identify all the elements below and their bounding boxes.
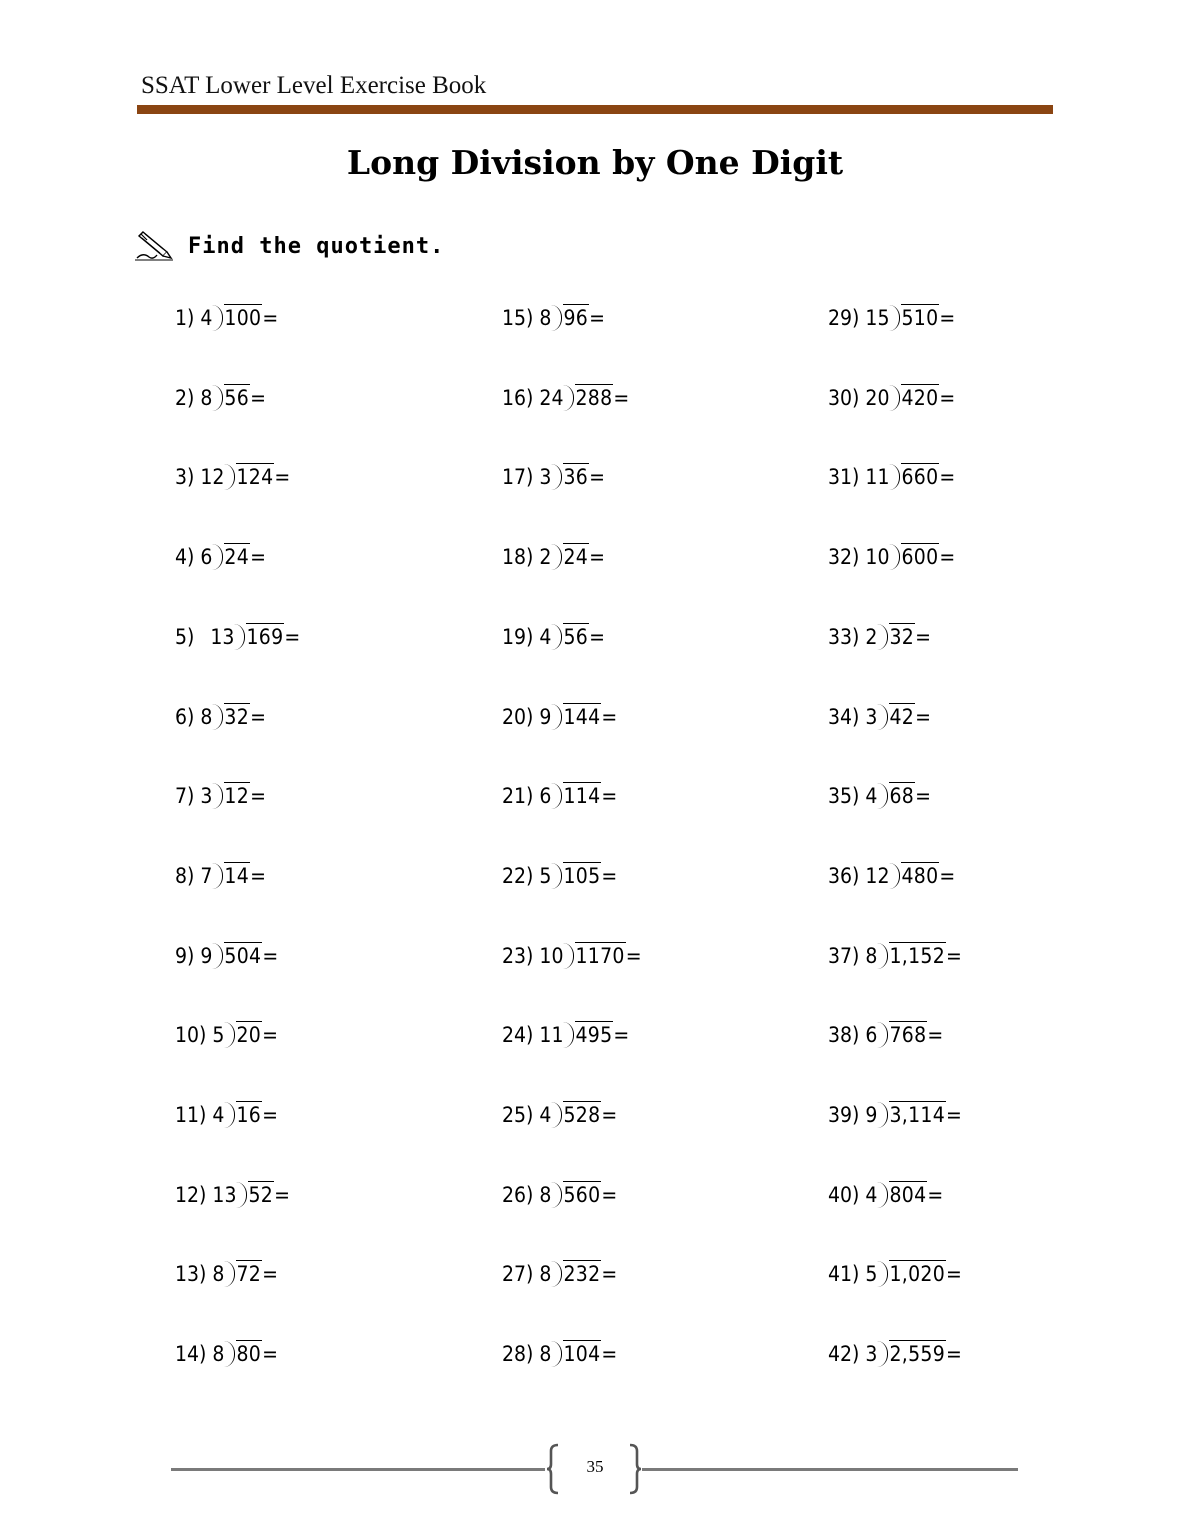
problem-number: 13) bbox=[175, 1262, 207, 1287]
problem-number: 21) bbox=[502, 784, 534, 809]
equals-sign: = bbox=[262, 1103, 278, 1127]
dividend: 1,152 bbox=[889, 943, 946, 968]
division-problem bbox=[828, 300, 955, 330]
equals-sign: = bbox=[250, 385, 266, 410]
equals-sign: = bbox=[284, 624, 301, 649]
divisor: 7 bbox=[200, 863, 213, 888]
equals-sign: = bbox=[939, 545, 956, 570]
division-bracket bbox=[212, 783, 223, 809]
equals-sign: = bbox=[946, 1342, 962, 1367]
divisor: 8 bbox=[865, 943, 878, 968]
division-bracket bbox=[877, 1102, 888, 1128]
equals-sign: = bbox=[589, 545, 605, 570]
division-problem bbox=[828, 699, 931, 729]
division-bracket bbox=[877, 1341, 888, 1367]
division-problem bbox=[175, 619, 300, 649]
division-problem bbox=[502, 1256, 617, 1286]
problem-number: 14) bbox=[175, 1342, 207, 1367]
division-bracket bbox=[877, 1182, 888, 1208]
divisor: 3 bbox=[865, 704, 878, 729]
equals-sign: = bbox=[613, 385, 630, 410]
divisor: 8 bbox=[539, 1262, 552, 1287]
dividend: 12 bbox=[224, 784, 250, 809]
problem-number: 18) bbox=[502, 545, 534, 570]
division-bracket bbox=[234, 624, 245, 650]
equals-sign: = bbox=[939, 306, 956, 330]
equals-sign: = bbox=[939, 863, 956, 888]
division-bracket bbox=[224, 1102, 235, 1128]
equals-sign: = bbox=[262, 306, 279, 330]
dividend: 528 bbox=[563, 1103, 601, 1127]
divisor: 24 bbox=[539, 385, 564, 410]
problem-number: 15) bbox=[502, 306, 534, 330]
dividend: 495 bbox=[575, 1023, 613, 1048]
equals-sign: = bbox=[250, 863, 266, 888]
division-problem bbox=[828, 619, 931, 649]
dividend: 16 bbox=[236, 1103, 262, 1127]
footer-rule-right bbox=[642, 1468, 1018, 1471]
division-bracket bbox=[551, 704, 562, 730]
divisor: 5 bbox=[865, 1262, 878, 1287]
dividend: 1,020 bbox=[889, 1262, 946, 1287]
equals-sign: = bbox=[601, 1342, 618, 1367]
problem-number: 24) bbox=[502, 1023, 534, 1048]
division-problem bbox=[175, 300, 278, 330]
divisor: 2 bbox=[865, 624, 878, 649]
division-bracket bbox=[877, 783, 888, 809]
problem-number: 11) bbox=[175, 1103, 207, 1127]
division-bracket bbox=[889, 385, 900, 411]
division-problem bbox=[828, 539, 955, 569]
dividend: 232 bbox=[563, 1262, 601, 1287]
divisor: 6 bbox=[539, 784, 552, 809]
division-bracket bbox=[877, 943, 888, 969]
problem-number: 4) bbox=[175, 545, 195, 570]
divisor: 3 bbox=[865, 1342, 878, 1367]
dividend: 804 bbox=[889, 1182, 927, 1207]
problem-number: 36) bbox=[828, 863, 860, 888]
divisor: 8 bbox=[539, 306, 552, 330]
page-number: 35 bbox=[586, 1457, 604, 1476]
equals-sign: = bbox=[601, 704, 618, 729]
division-problem bbox=[828, 1017, 943, 1047]
division-problem bbox=[502, 1017, 629, 1047]
problem-number: 5) bbox=[175, 624, 195, 649]
equals-sign: = bbox=[927, 1023, 944, 1048]
equals-sign: = bbox=[601, 1262, 618, 1287]
division-bracket bbox=[224, 1341, 235, 1367]
dividend: 105 bbox=[563, 863, 601, 888]
divisor: 9 bbox=[200, 943, 213, 968]
division-problem bbox=[175, 1256, 278, 1286]
equals-sign: = bbox=[601, 784, 618, 809]
division-problem bbox=[175, 938, 278, 968]
divisor: 6 bbox=[865, 1023, 878, 1048]
equals-sign: = bbox=[601, 863, 618, 888]
division-problem bbox=[175, 1177, 290, 1207]
division-problem bbox=[828, 858, 955, 888]
division-problem bbox=[502, 380, 629, 410]
division-bracket bbox=[212, 704, 223, 730]
divisor: 8 bbox=[212, 1342, 225, 1367]
problem-number: 33) bbox=[828, 624, 860, 649]
division-bracket bbox=[224, 1022, 235, 1048]
equals-sign: = bbox=[250, 784, 266, 809]
equals-sign: = bbox=[946, 1262, 962, 1287]
dividend: 768 bbox=[889, 1023, 927, 1048]
division-bracket bbox=[563, 943, 574, 969]
division-bracket bbox=[236, 1182, 247, 1208]
dividend: 504 bbox=[224, 943, 262, 968]
problem-number: 34) bbox=[828, 704, 860, 729]
dividend: 144 bbox=[563, 704, 601, 729]
divisor: 5 bbox=[539, 863, 552, 888]
division-bracket bbox=[889, 464, 900, 490]
dividend: 169 bbox=[246, 624, 284, 649]
dividend: 1170 bbox=[575, 943, 625, 968]
problem-number: 42) bbox=[828, 1342, 860, 1367]
divisor: 4 bbox=[865, 1182, 878, 1207]
divisor: 8 bbox=[539, 1342, 552, 1367]
equals-sign: = bbox=[589, 465, 605, 490]
equals-sign: = bbox=[915, 704, 931, 729]
division-problem bbox=[502, 858, 617, 888]
division-bracket bbox=[551, 783, 562, 809]
division-problem bbox=[175, 699, 266, 729]
dividend: 80 bbox=[236, 1342, 262, 1367]
division-problem bbox=[175, 459, 290, 489]
problem-number: 20) bbox=[502, 704, 534, 729]
dividend: 36 bbox=[563, 465, 589, 490]
dividend: 68 bbox=[889, 784, 915, 809]
problem-number: 6) bbox=[175, 704, 195, 729]
dividend: 114 bbox=[563, 784, 601, 809]
division-bracket bbox=[212, 544, 223, 570]
problem-number: 12) bbox=[175, 1182, 207, 1207]
divisor: 4 bbox=[539, 624, 552, 649]
divisor: 11 bbox=[539, 1023, 564, 1048]
divisor: 12 bbox=[865, 863, 890, 888]
dividend: 32 bbox=[224, 704, 250, 729]
equals-sign: = bbox=[601, 1182, 618, 1207]
equals-sign: = bbox=[589, 624, 605, 649]
problem-number: 40) bbox=[828, 1182, 860, 1207]
division-bracket bbox=[889, 544, 900, 570]
problem-number: 41) bbox=[828, 1262, 860, 1287]
dividend: 24 bbox=[563, 545, 589, 570]
dividend: 100 bbox=[224, 306, 262, 330]
division-bracket bbox=[551, 624, 562, 650]
dividend: 420 bbox=[901, 385, 939, 410]
division-bracket bbox=[877, 624, 888, 650]
problem-number: 27) bbox=[502, 1262, 534, 1287]
divisor: 15 bbox=[865, 306, 890, 330]
divisor: 4 bbox=[865, 784, 878, 809]
dividend: 124 bbox=[236, 465, 274, 490]
problem-number: 26) bbox=[502, 1182, 534, 1207]
equals-sign: = bbox=[262, 1023, 278, 1048]
problem-number: 29) bbox=[828, 306, 860, 330]
dividend: 288 bbox=[575, 385, 613, 410]
dividend: 24 bbox=[224, 545, 250, 570]
page-title: Long Division by One Digit bbox=[346, 143, 844, 182]
problem-number: 9) bbox=[175, 943, 195, 968]
division-problem bbox=[828, 459, 955, 489]
division-problem bbox=[175, 858, 266, 888]
problem-number: 19) bbox=[502, 624, 534, 649]
divisor: 2 bbox=[539, 545, 552, 570]
dividend: 600 bbox=[901, 545, 939, 570]
dividend: 56 bbox=[563, 624, 589, 649]
divisor: 10 bbox=[865, 545, 890, 570]
divisor: 11 bbox=[865, 465, 890, 490]
dividend: 510 bbox=[901, 306, 939, 330]
divisor: 8 bbox=[200, 704, 213, 729]
division-problem bbox=[175, 778, 266, 808]
divisor: 6 bbox=[200, 545, 213, 570]
division-bracket bbox=[551, 1341, 562, 1367]
dividend: 72 bbox=[236, 1262, 262, 1287]
divisor: 3 bbox=[200, 784, 213, 809]
instruction-text: Find the quotient. bbox=[188, 233, 445, 259]
divisor: 4 bbox=[212, 1103, 225, 1127]
dividend: 2,559 bbox=[889, 1342, 946, 1367]
division-bracket bbox=[212, 863, 223, 889]
equals-sign: = bbox=[939, 385, 956, 410]
problem-number: 17) bbox=[502, 465, 534, 490]
problem-number: 38) bbox=[828, 1023, 860, 1048]
problem-number: 37) bbox=[828, 943, 860, 968]
division-bracket bbox=[224, 464, 235, 490]
divisor: 13 bbox=[212, 1182, 237, 1207]
left-bracket-icon bbox=[546, 1443, 560, 1495]
division-problem bbox=[175, 539, 266, 569]
division-problem bbox=[175, 1097, 278, 1127]
dividend: 560 bbox=[563, 1182, 601, 1207]
dividend: 3,114 bbox=[889, 1103, 946, 1127]
problem-number: 16) bbox=[502, 385, 534, 410]
equals-sign: = bbox=[613, 1023, 630, 1048]
dividend: 52 bbox=[248, 1182, 274, 1207]
equals-sign: = bbox=[262, 1262, 278, 1287]
problem-number: 8) bbox=[175, 863, 195, 888]
problem-number: 39) bbox=[828, 1103, 860, 1127]
equals-sign: = bbox=[250, 704, 266, 729]
division-bracket bbox=[551, 1102, 562, 1128]
dividend: 480 bbox=[901, 863, 939, 888]
division-bracket bbox=[877, 704, 888, 730]
divisor: 5 bbox=[212, 1023, 225, 1048]
equals-sign: = bbox=[946, 1103, 962, 1127]
problem-number: 30) bbox=[828, 385, 860, 410]
divisor: 9 bbox=[539, 704, 552, 729]
dividend: 56 bbox=[224, 385, 250, 410]
division-bracket bbox=[551, 1261, 562, 1287]
division-problem bbox=[828, 1177, 943, 1207]
problem-number: 7) bbox=[175, 784, 195, 809]
equals-sign: = bbox=[262, 943, 279, 968]
division-problem bbox=[175, 1336, 278, 1366]
divisor: 8 bbox=[539, 1182, 552, 1207]
equals-sign: = bbox=[625, 943, 642, 968]
problem-number: 25) bbox=[502, 1103, 534, 1127]
division-problem bbox=[828, 1336, 962, 1366]
divisor: 10 bbox=[539, 943, 564, 968]
dividend: 42 bbox=[889, 704, 915, 729]
division-bracket bbox=[551, 464, 562, 490]
dividend: 96 bbox=[563, 306, 589, 330]
page-footer bbox=[0, 1440, 1190, 1500]
equals-sign: = bbox=[939, 465, 956, 490]
divisor: 8 bbox=[200, 385, 213, 410]
division-problem bbox=[502, 1177, 617, 1207]
problem-number: 23) bbox=[502, 943, 534, 968]
equals-sign: = bbox=[946, 943, 962, 968]
dividend: 660 bbox=[901, 465, 939, 490]
divisor: 8 bbox=[212, 1262, 225, 1287]
problem-number: 35) bbox=[828, 784, 860, 809]
equals-sign: = bbox=[250, 545, 266, 570]
equals-sign: = bbox=[274, 465, 291, 490]
equals-sign: = bbox=[262, 1342, 278, 1367]
division-bracket bbox=[212, 305, 223, 331]
footer-rule-left bbox=[171, 1468, 545, 1471]
book-header-title: SSAT Lower Level Exercise Book bbox=[141, 72, 487, 99]
division-bracket bbox=[551, 863, 562, 889]
division-bracket bbox=[212, 943, 223, 969]
equals-sign: = bbox=[589, 306, 605, 330]
division-bracket bbox=[877, 1261, 888, 1287]
division-bracket bbox=[563, 1022, 574, 1048]
problem-number: 32) bbox=[828, 545, 860, 570]
problem-number: 3) bbox=[175, 465, 195, 490]
division-problem bbox=[502, 1097, 617, 1127]
divisor: 13 bbox=[210, 624, 235, 649]
division-problem bbox=[502, 1336, 617, 1366]
division-bracket bbox=[889, 305, 900, 331]
division-problem bbox=[828, 1256, 962, 1286]
dividend: 20 bbox=[236, 1023, 262, 1048]
divisor: 12 bbox=[200, 465, 225, 490]
problem-number: 22) bbox=[502, 863, 534, 888]
divisor: 20 bbox=[865, 385, 890, 410]
division-problem bbox=[502, 778, 617, 808]
right-bracket-icon bbox=[628, 1443, 642, 1495]
division-bracket bbox=[889, 863, 900, 889]
equals-sign: = bbox=[915, 624, 931, 649]
equals-sign: = bbox=[601, 1103, 618, 1127]
divisor: 3 bbox=[539, 465, 552, 490]
division-problem bbox=[828, 1097, 962, 1127]
dividend: 32 bbox=[889, 624, 915, 649]
dividend: 104 bbox=[563, 1342, 601, 1367]
equals-sign: = bbox=[927, 1182, 944, 1207]
division-problem bbox=[828, 778, 931, 808]
division-bracket bbox=[551, 305, 562, 331]
equals-sign: = bbox=[915, 784, 931, 809]
problem-number: 10) bbox=[175, 1023, 207, 1048]
division-bracket bbox=[212, 385, 223, 411]
divisor: 9 bbox=[865, 1103, 878, 1127]
division-bracket bbox=[877, 1022, 888, 1048]
division-problem bbox=[502, 459, 605, 489]
problem-number: 2) bbox=[175, 385, 195, 410]
division-problem bbox=[175, 380, 266, 410]
division-problem bbox=[502, 938, 642, 968]
divisor: 4 bbox=[200, 306, 213, 330]
problem-number: 31) bbox=[828, 465, 860, 490]
division-bracket bbox=[563, 385, 574, 411]
division-problem bbox=[502, 539, 605, 569]
equals-sign: = bbox=[274, 1182, 290, 1207]
problem-number: 1) bbox=[175, 306, 195, 330]
divisor: 4 bbox=[539, 1103, 552, 1127]
division-bracket bbox=[224, 1261, 235, 1287]
division-bracket bbox=[551, 1182, 562, 1208]
division-bracket bbox=[551, 544, 562, 570]
division-problem bbox=[828, 938, 962, 968]
division-problem bbox=[502, 619, 605, 649]
dividend: 14 bbox=[224, 863, 250, 888]
problem-number: 28) bbox=[502, 1342, 534, 1367]
division-problem bbox=[502, 300, 605, 330]
division-problem bbox=[175, 1017, 278, 1047]
division-problem bbox=[828, 380, 955, 410]
division-problem bbox=[502, 699, 617, 729]
